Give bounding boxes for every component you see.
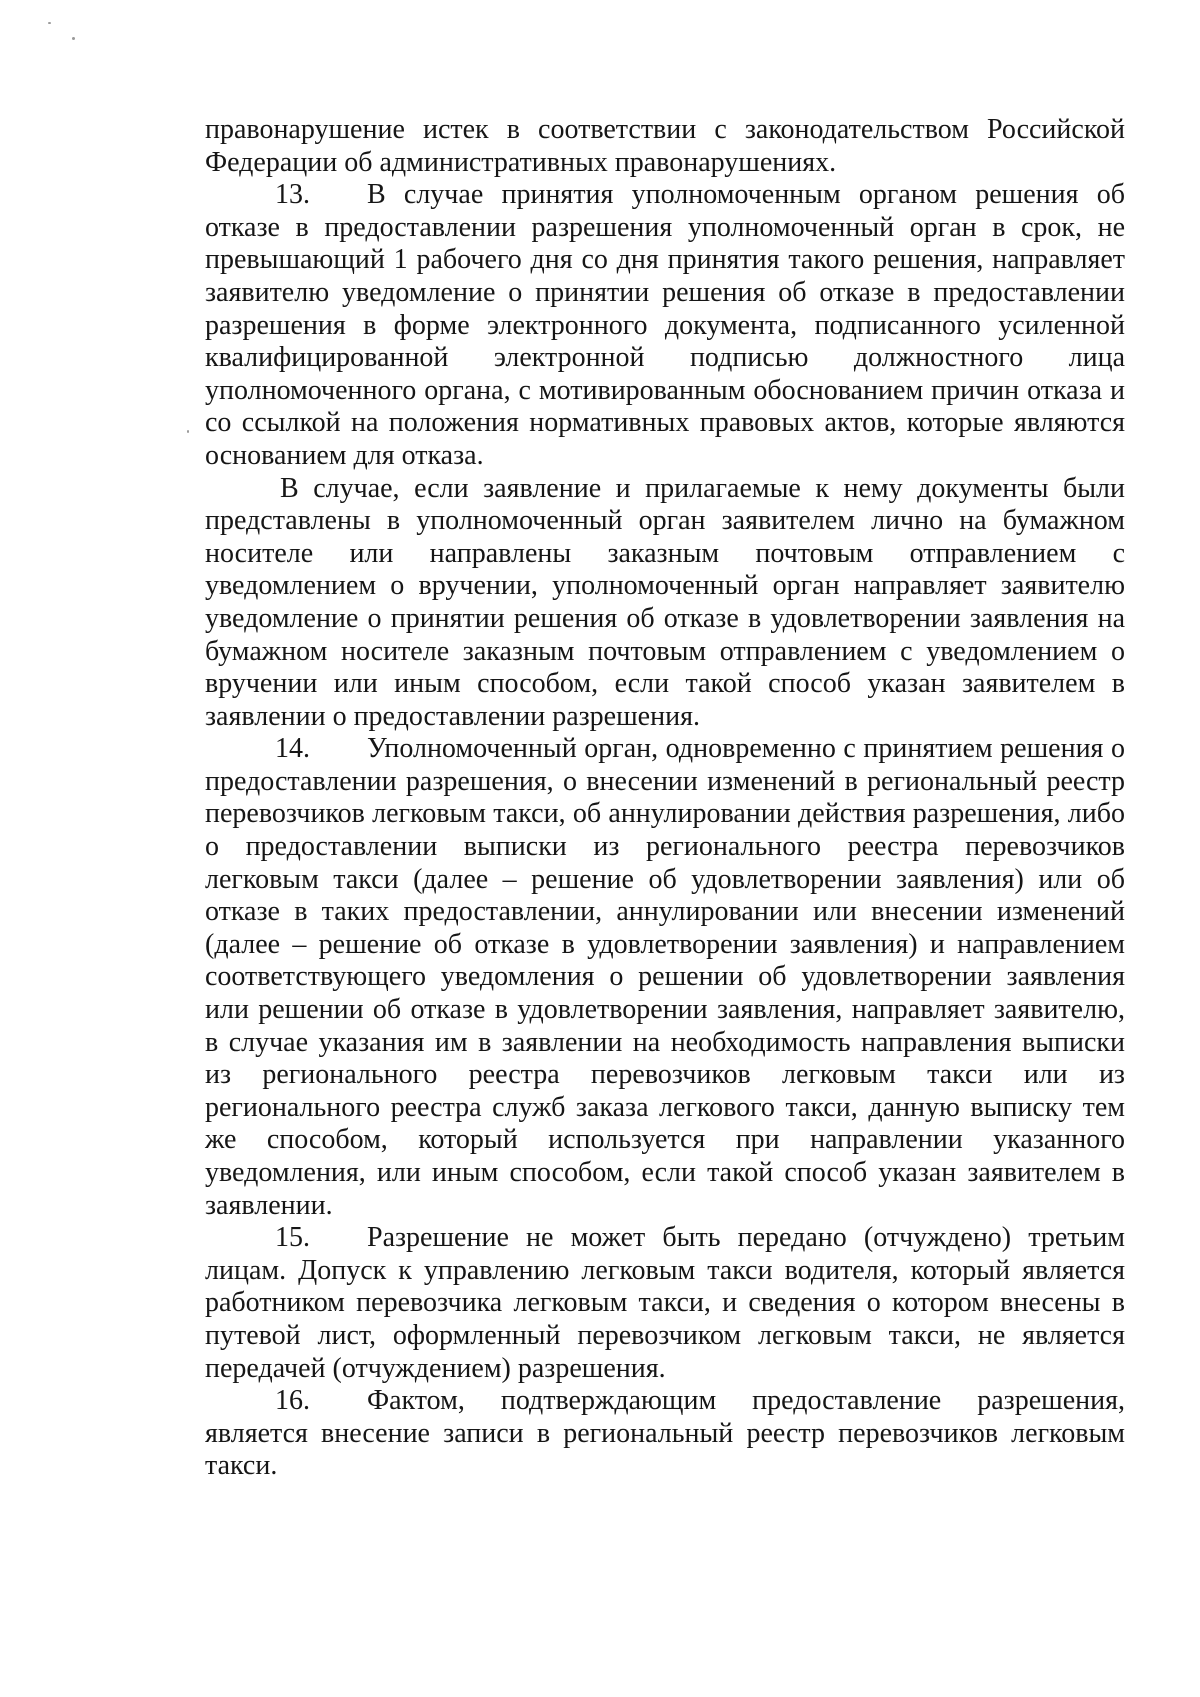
paragraph-13-continued <box>205 473 1125 734</box>
paragraph-number: 15. <box>275 1222 310 1254</box>
paragraph-number: 14. <box>275 733 310 765</box>
continuation-paragraph: правонарушение истек в соответствии с законодательством Российской Федерации об административных правонарушениях. <box>205 114 1125 178</box>
paragraph-text: Разрешение не может быть передано (отчуждено) третьим лицам. Допуск к управлению легковым такси водителя, который является работником перевозчика легковым такси, и сведения о котором внесены в путевой лист, оформленный перевозчиком легковым такси, не является передачей (отчуждением) разрешения. <box>205 1222 1125 1384</box>
scan-speck <box>72 37 75 40</box>
paragraph-number: 16. <box>275 1385 310 1417</box>
paragraph-number: 13. <box>275 179 310 211</box>
paragraph-text: Уполномоченный орган, одновременно с принятием решения о предоставлении разрешения, о внесении изменений в региональный реестр перевозчиков легковым такси, об аннулировании действия разрешения, либо о предоставлении выписки из регионального реестра перевозчиков легковым такси (далее – решение об удовлетворении заявления) или об отказе в таких предоставлении, аннулировании или внесении изменений (далее – решение об отказе в удовлетворении заявления) и направлением соответствующего уведомления о решении об удовлетворении заявления или решении об отказе в удовлетворении заявления, направляет заявителю, в случае указания им в заявлении на необходимость направления выписки из регионального реестра перевозчиков легковым такси или из регионального реестра служб заказа легкового такси, данную выписку тем же способом, который используется при направлении указанного уведомления, или иным способом, если такой способ указан заявителем в заявлении. <box>205 733 1125 1221</box>
paragraph-text: Фактом, подтверждающим предоставление разрешения, является внесение записи в региональный реестр перевозчиков легковым такси. <box>205 1385 1125 1482</box>
document-body <box>205 114 1125 1483</box>
paragraph-14 <box>205 733 1125 1222</box>
paragraph-text: В случае, если заявление и прилагаемые к нему документы были представлены в уполномоченный орган заявителем лично на бумажном носителе или направлены заказным почтовым отправлением с уведомлением о вручении, уполномоченный орган направляет заявителю уведомление о принятии решения об отказе в удовлетворении заявления на бумажном носителе заказным почтовым отправлением с уведомлением о вручении или иным способом, если такой способ указан заявителем в заявлении о предоставлении разрешения. <box>205 472 1125 732</box>
paragraph-13 <box>205 179 1125 472</box>
paragraph-text: В случае принятия уполномоченным органом решения об отказе в предоставлении разрешения уполномоченный орган в срок, не превышающий 1 рабочего дня со дня принятия такого решения, направляет заявителю уведомление о принятии решения об отказе в предоставлении разрешения в форме электронного документа, подписанного усиленной квалифицированной электронной подписью должностного лица уполномоченного органа, с мотивированным обоснованием причин отказа и со ссылкой на положения нормативных правовых актов, которые являются основанием для отказа. <box>205 179 1125 471</box>
paragraph-16 <box>205 1385 1125 1483</box>
scan-speck <box>187 430 189 433</box>
paragraph-15 <box>205 1222 1125 1385</box>
scan-speck <box>48 22 51 24</box>
